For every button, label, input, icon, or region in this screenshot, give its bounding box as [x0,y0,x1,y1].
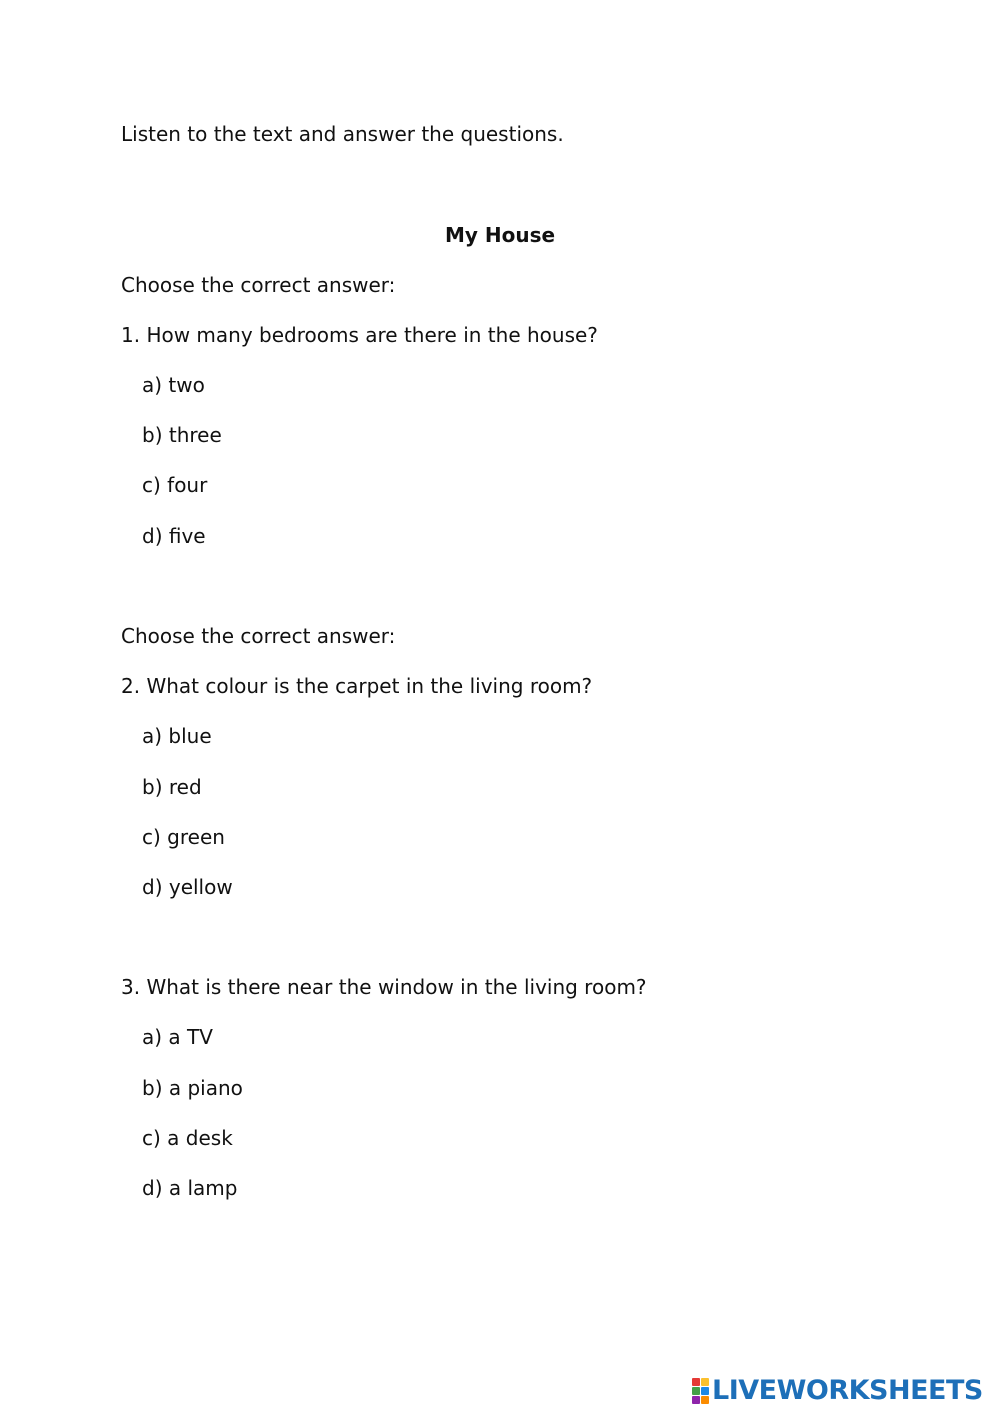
question-1-text: 1. How many bedrooms are there in the house? [121,323,598,347]
question-1-option-b[interactable]: b) three [142,423,222,447]
question-3-option-b[interactable]: b) a piano [142,1076,243,1100]
question-1-option-d[interactable]: d) five [142,524,206,548]
question-2-option-c[interactable]: c) green [142,825,225,849]
question-2-option-a[interactable]: a) blue [142,724,212,748]
logo-cell [692,1378,700,1386]
question-2-option-b[interactable]: b) red [142,775,202,799]
logo-text: LIVEWORKSHEETS [712,1375,983,1406]
question-1-prompt: Choose the correct answer: [121,273,396,297]
logo-cell [701,1387,709,1395]
logo-cell [692,1387,700,1395]
question-2-text: 2. What colour is the carpet in the living room? [121,674,593,698]
instructions: Listen to the text and answer the questions. [121,122,564,146]
liveworksheets-logo-icon [692,1378,709,1404]
question-1-option-a[interactable]: a) two [142,373,205,397]
logo-cell [692,1396,700,1404]
logo-cell [701,1378,709,1386]
question-2-option-d[interactable]: d) yellow [142,875,233,899]
page-title: My House [444,223,556,247]
question-3-option-d[interactable]: d) a lamp [142,1176,238,1200]
liveworksheets-logo [692,1376,983,1406]
logo-cell [701,1396,709,1404]
question-3-text: 3. What is there near the window in the living room? [121,975,647,999]
question-3-option-c[interactable]: c) a desk [142,1126,233,1150]
question-1-option-c[interactable]: c) four [142,473,208,497]
question-3-option-a[interactable]: a) a TV [142,1025,213,1049]
question-2-prompt: Choose the correct answer: [121,624,396,648]
